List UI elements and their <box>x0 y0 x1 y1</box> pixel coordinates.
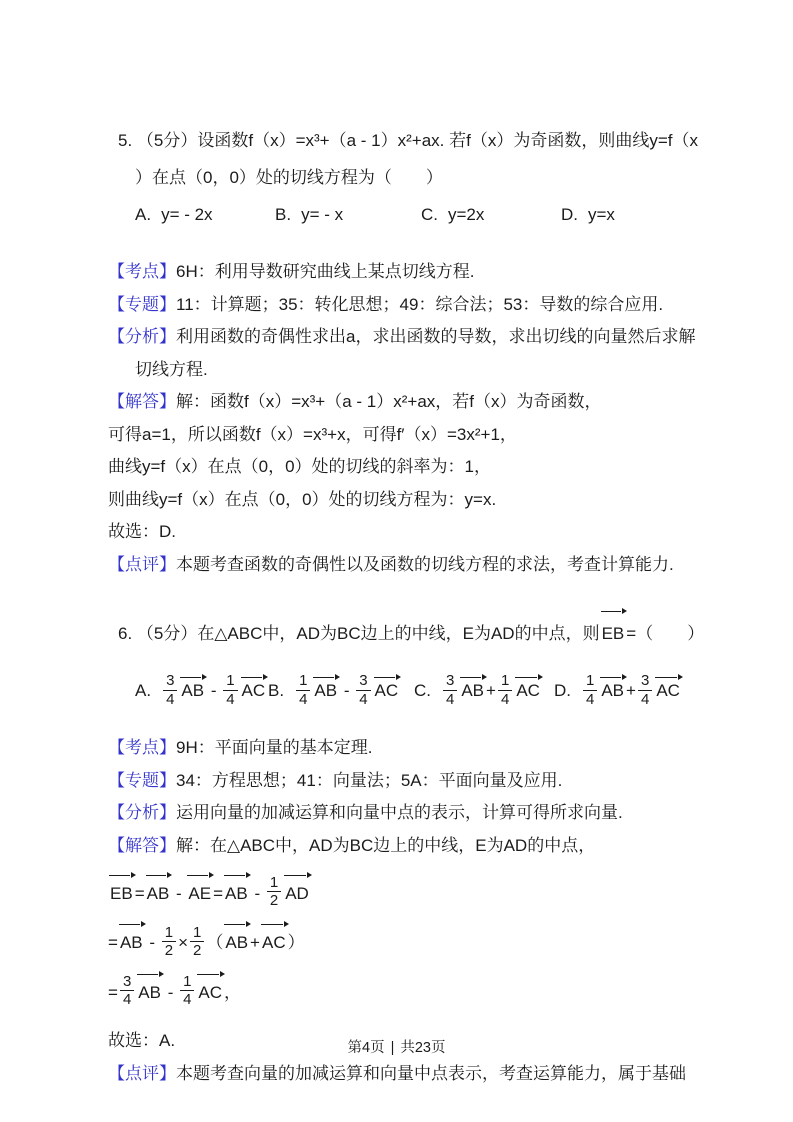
option-5c <box>421 196 561 233</box>
operator: - <box>171 883 187 903</box>
fraction <box>180 973 194 1009</box>
paren-close: ） <box>287 933 305 953</box>
option-5b <box>275 196 421 233</box>
operator: - <box>144 933 160 953</box>
fraction-numerator: 3 <box>163 672 177 690</box>
fraction-denominator: 4 <box>299 690 308 708</box>
fraction-denominator: 4 <box>359 690 368 708</box>
fraction-numerator: 1 <box>267 874 281 892</box>
fraction <box>190 924 204 960</box>
stem-text: 6. （5分）在△ABC中，AD为BC边上的中线，E为AD的中点，则 <box>118 624 600 643</box>
kaodian-line <box>108 732 707 765</box>
fenxi-line <box>108 797 707 830</box>
kaodian-tag: 【考点】 <box>108 262 176 281</box>
option-5a <box>135 196 275 233</box>
fraction <box>443 672 457 708</box>
fraction-numerator: 1 <box>498 672 512 690</box>
question-6-options <box>135 660 707 724</box>
zhuanti-line <box>108 289 707 322</box>
fraction-denominator: 4 <box>226 690 235 708</box>
option-value: y= - x <box>301 205 344 224</box>
question-5-stem <box>108 122 707 196</box>
vector-eb: EB <box>600 615 627 652</box>
option-label: B. <box>268 681 285 701</box>
operator: - <box>162 982 179 1002</box>
vector-ab: AB <box>118 928 145 958</box>
stem-text: =（ ） <box>626 624 705 643</box>
fraction-denominator: 2 <box>164 941 174 959</box>
dianping-tag: 【点评】 <box>108 1064 176 1083</box>
dianping-text: 本题考查向量的加减运算和向量中点表示，考查运算能力，属于基础 <box>176 1064 686 1083</box>
fenxi-tag: 【分析】 <box>108 803 176 822</box>
fraction <box>163 672 177 708</box>
page-footer <box>0 1036 793 1057</box>
vector-ab: AB <box>145 879 172 909</box>
fraction-numerator: 1 <box>162 924 176 942</box>
fraction <box>638 672 652 708</box>
option-value: y= - 2x <box>161 205 213 224</box>
operator: + <box>486 681 496 701</box>
fraction-numerator: 1 <box>296 672 310 690</box>
fenxi-line-cont: 切线方程. <box>135 359 208 379</box>
equals: = <box>108 933 118 953</box>
fraction-numerator: 3 <box>443 672 457 690</box>
equals: = <box>108 982 118 1002</box>
vector-ac: AC <box>656 681 680 701</box>
question-5-line1: 5. （5分）设函数f（x）=x³+（a - 1）x²+ax. 若f（x）为奇函数，则曲线y=f（x <box>118 131 698 150</box>
question-5-explanation <box>108 256 707 581</box>
vector-ab: AB <box>136 978 163 1008</box>
vector-ac: AC <box>260 928 288 958</box>
vector-ac: AC <box>241 681 266 701</box>
fraction-numerator: 3 <box>638 672 652 690</box>
fraction-denominator: 4 <box>500 690 510 708</box>
comma: ， <box>224 982 242 1002</box>
fraction-denominator: 2 <box>193 941 202 959</box>
operator: - <box>249 883 265 903</box>
answer-choice: 故选：A. <box>108 1030 176 1050</box>
question-5-line2: ）在点（0，0）处的切线方程为（ ） <box>135 168 443 187</box>
vector-eb: EB <box>108 879 135 909</box>
fenxi-text: 运用向量的加减运算和向量中点的表示，计算可得所求向量. <box>176 803 623 822</box>
jieda-step: 曲线y=f（x）在点（0，0）处的切线的斜率为：1， <box>108 457 492 476</box>
question-6-line1 <box>118 611 707 652</box>
fraction-denominator: 4 <box>640 690 650 708</box>
paren-open: （ <box>206 933 224 953</box>
option-label: D. <box>561 205 578 224</box>
jieda-step: 则曲线y=f（x）在点（0，0）处的切线方程为：y=x. <box>108 489 497 509</box>
fraction <box>162 924 176 960</box>
dianping-text: 本题考查函数的奇偶性以及函数的切线方程的求法，考查计算能力. <box>176 554 674 574</box>
vector-ab: AB <box>223 928 250 958</box>
math-line-2 <box>108 923 707 962</box>
vector-ab: AB <box>461 681 485 701</box>
fraction-denominator: 2 <box>269 892 279 910</box>
zhuanti-line <box>108 765 707 798</box>
fraction <box>583 672 597 708</box>
vector-ad: AD <box>283 879 311 909</box>
jieda-line <box>108 386 707 419</box>
vector-ab: AB <box>601 681 625 701</box>
jieda-tag: 【解答】 <box>108 835 176 855</box>
fraction-denominator: 4 <box>183 991 192 1009</box>
fraction-numerator: 3 <box>120 973 134 991</box>
zhuanti-text: 34：方程思想；41：向量法；5A：平面向量及应用. <box>176 770 563 790</box>
option-6b <box>268 674 414 710</box>
jieda-text: 解：函数f（x）=x³+（a - 1）x²+ax，若f（x）为奇函数， <box>176 392 602 411</box>
plus-sign: + <box>250 933 260 953</box>
jieda-text: 解：在△ABC中，AD为BC边上的中线，E为AD的中点， <box>176 835 596 855</box>
fraction <box>498 672 512 708</box>
vector-ab: AB <box>314 681 338 701</box>
vector-ac: AC <box>516 681 540 701</box>
option-label: B. <box>275 205 292 224</box>
vector-ab: AB <box>223 879 250 909</box>
kaodian-tag: 【考点】 <box>108 738 176 757</box>
fraction-numerator: 3 <box>356 672 370 690</box>
footer-divider: | <box>390 1040 395 1056</box>
equals: = <box>134 883 145 903</box>
fraction-denominator: 4 <box>166 690 175 708</box>
answer-choice: 故选：D. <box>108 522 176 541</box>
option-label: D. <box>554 681 571 701</box>
option-value: y=x <box>588 205 615 224</box>
zhuanti-tag: 【专题】 <box>108 294 176 314</box>
fraction-numerator: 1 <box>190 924 204 942</box>
vector-ae: AE <box>186 879 213 909</box>
option-label: C. <box>414 681 431 701</box>
equals: = <box>213 883 224 903</box>
vector-ac: AC <box>196 978 224 1008</box>
fraction <box>296 672 310 708</box>
vector-ab: AB <box>181 681 205 701</box>
operator: + <box>626 681 636 701</box>
question-5-options <box>135 196 707 233</box>
jieda-step: 可得a=1，所以函数f（x）=x³+x，可得f′（x）=3x²+1， <box>108 424 517 444</box>
fenxi-line <box>108 321 707 354</box>
option-5d <box>561 196 615 233</box>
vector-ac: AC <box>374 681 399 701</box>
operator: - <box>339 681 355 701</box>
fraction-denominator: 4 <box>586 690 595 708</box>
fraction-numerator: 1 <box>223 672 237 690</box>
multiply-sign: × <box>178 933 189 953</box>
option-value: y=2x <box>448 205 485 224</box>
fenxi-tag: 【分析】 <box>108 327 176 346</box>
option-label: C. <box>421 205 438 224</box>
footer-current-page: 第4页 <box>347 1040 385 1056</box>
math-line-3 <box>108 975 707 1011</box>
dianping-line <box>108 549 707 582</box>
zhuanti-text: 11：计算题；35：转化思想；49：综合法；53：导数的综合应用. <box>176 294 664 314</box>
option-6c <box>414 674 554 710</box>
fenxi-text: 利用函数的奇偶性求出a，求出函数的导数，求出切线的向量然后求解 <box>176 327 696 346</box>
dianping-tag: 【点评】 <box>108 554 176 574</box>
kaodian-text: 9H：平面向量的基本定理. <box>176 738 373 757</box>
operator: - <box>206 681 222 701</box>
option-label: A. <box>135 681 152 701</box>
dianping-line <box>108 1058 707 1091</box>
fraction-numerator: 1 <box>180 973 194 991</box>
zhuanti-tag: 【专题】 <box>108 770 176 790</box>
question-6-stem <box>108 611 707 652</box>
fraction <box>356 672 370 708</box>
fraction-denominator: 4 <box>122 991 132 1009</box>
footer-total-pages: 共23页 <box>400 1040 446 1056</box>
jieda-tag: 【解答】 <box>108 392 176 411</box>
kaodian-text: 6H：利用导数研究曲线上某点切线方程. <box>176 262 475 281</box>
jieda-line <box>108 830 707 863</box>
kaodian-line <box>108 256 707 289</box>
fraction <box>267 874 281 910</box>
fraction-numerator: 1 <box>583 672 597 690</box>
math-line-1 <box>108 876 707 912</box>
option-6a <box>135 674 268 710</box>
option-6d <box>554 674 682 710</box>
option-label: A. <box>135 205 152 224</box>
fraction <box>120 973 134 1009</box>
fraction-denominator: 4 <box>446 690 455 708</box>
fraction <box>223 672 237 708</box>
